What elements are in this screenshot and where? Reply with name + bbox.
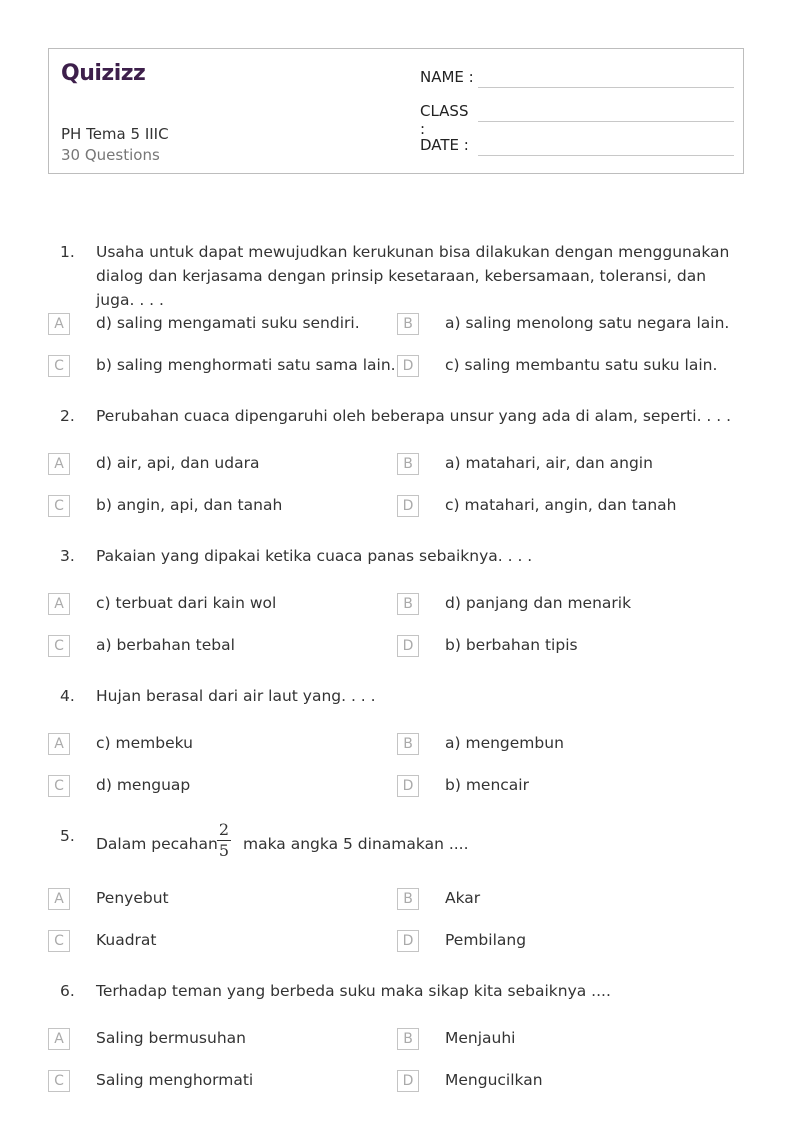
- option-letter-box: C: [48, 635, 70, 657]
- question-text: Terhadap teman yang berbeda suku maka sikap kita sebaiknya ....: [96, 982, 611, 1000]
- option-letter-box: D: [397, 1070, 419, 1092]
- option-letter-box: C: [48, 775, 70, 797]
- option-text: a) mengembun: [445, 734, 564, 752]
- option-text: Saling menghormati: [96, 1071, 254, 1089]
- option-text: d) air, api, dan udara: [96, 454, 260, 472]
- option-letter-box: D: [397, 495, 419, 517]
- option-text: Saling bermusuhan: [96, 1029, 246, 1047]
- option-letter-box: A: [48, 733, 70, 755]
- question-text: Usaha untuk dapat mewujudkan kerukunan bisa dilakukan dengan menggunakan dialog dan kerjasama dengan prinsip kesetaraan, kebersamaan, toleransi, dan juga. . . .: [96, 243, 730, 309]
- option-letter-box: A: [48, 313, 70, 335]
- option-text: b) saling menghormati satu sama lain.: [96, 356, 396, 374]
- name-label: NAME :: [420, 68, 474, 86]
- question-number: 5.: [60, 827, 75, 845]
- class-field[interactable]: [420, 102, 476, 138]
- option-letter-box: D: [397, 930, 419, 952]
- fraction-denominator: 5: [218, 841, 230, 860]
- name-line[interactable]: [478, 87, 734, 88]
- option-text: d) menguap: [96, 776, 191, 794]
- option-letter-box: D: [397, 635, 419, 657]
- option-text: c) membeku: [96, 734, 193, 752]
- option-text: Mengucilkan: [445, 1071, 543, 1089]
- option-text: b) berbahan tipis: [445, 636, 578, 654]
- question-number: 1.: [60, 243, 75, 261]
- fraction: [217, 821, 231, 860]
- option-text: Menjauhi: [445, 1029, 516, 1047]
- option-letter-box: B: [397, 733, 419, 755]
- option-letter-box: A: [48, 593, 70, 615]
- option-text: Kuadrat: [96, 931, 157, 949]
- option-text: c) saling membantu satu suku lain.: [445, 356, 718, 374]
- option-letter-box: C: [48, 930, 70, 952]
- option-text: Akar: [445, 889, 481, 907]
- option-letter-box: B: [397, 313, 419, 335]
- option-letter-box: B: [397, 453, 419, 475]
- date-label: DATE :: [420, 136, 469, 154]
- option-letter-box: A: [48, 888, 70, 910]
- option-text: b) angin, api, dan tanah: [96, 496, 283, 514]
- option-letter-box: B: [397, 1028, 419, 1050]
- class-line[interactable]: [478, 121, 734, 122]
- option-letter-box: A: [48, 1028, 70, 1050]
- class-label: CLASS :: [420, 102, 469, 138]
- option-letter-box: C: [48, 1070, 70, 1092]
- name-field[interactable]: [420, 68, 476, 86]
- option-text: c) terbuat dari kain wol: [96, 594, 277, 612]
- question-text: Pakaian yang dipakai ketika cuaca panas sebaiknya. . . .: [96, 547, 533, 565]
- option-text: b) mencair: [445, 776, 529, 794]
- option-letter-box: A: [48, 453, 70, 475]
- option-text: d) saling mengamati suku sendiri.: [96, 314, 360, 332]
- date-line[interactable]: [478, 155, 734, 156]
- question-5-text-after: maka angka 5 dinamakan ....: [243, 835, 469, 853]
- question-number: 2.: [60, 407, 75, 425]
- option-text: c) matahari, angin, dan tanah: [445, 496, 677, 514]
- option-letter-box: D: [397, 355, 419, 377]
- quizizz-logo: Quizizz: [61, 61, 146, 86]
- option-letter-box: B: [397, 593, 419, 615]
- worksheet-title: PH Tema 5 IIIC: [61, 125, 169, 143]
- question-number: 4.: [60, 687, 75, 705]
- fraction-numerator: 2: [218, 820, 230, 839]
- option-text: Penyebut: [96, 889, 169, 907]
- option-letter-box: C: [48, 355, 70, 377]
- worksheet-header: [48, 48, 744, 174]
- question-number: 6.: [60, 982, 75, 1000]
- option-text: a) matahari, air, dan angin: [445, 454, 653, 472]
- date-field[interactable]: [420, 136, 476, 154]
- question-text: Hujan berasal dari air laut yang. . . .: [96, 687, 376, 705]
- option-text: Pembilang: [445, 931, 527, 949]
- option-text: d) panjang dan menarik: [445, 594, 632, 612]
- option-text: a) berbahan tebal: [96, 636, 235, 654]
- option-letter-box: B: [397, 888, 419, 910]
- question-count: 30 Questions: [61, 146, 160, 164]
- question-5-text-before: Dalam pecahan: [96, 835, 218, 853]
- option-text: a) saling menolong satu negara lain.: [445, 314, 730, 332]
- option-letter-box: D: [397, 775, 419, 797]
- question-number: 3.: [60, 547, 75, 565]
- option-letter-box: C: [48, 495, 70, 517]
- question-text: Perubahan cuaca dipengaruhi oleh beberapa unsur yang ada di alam, seperti. . . .: [96, 407, 732, 425]
